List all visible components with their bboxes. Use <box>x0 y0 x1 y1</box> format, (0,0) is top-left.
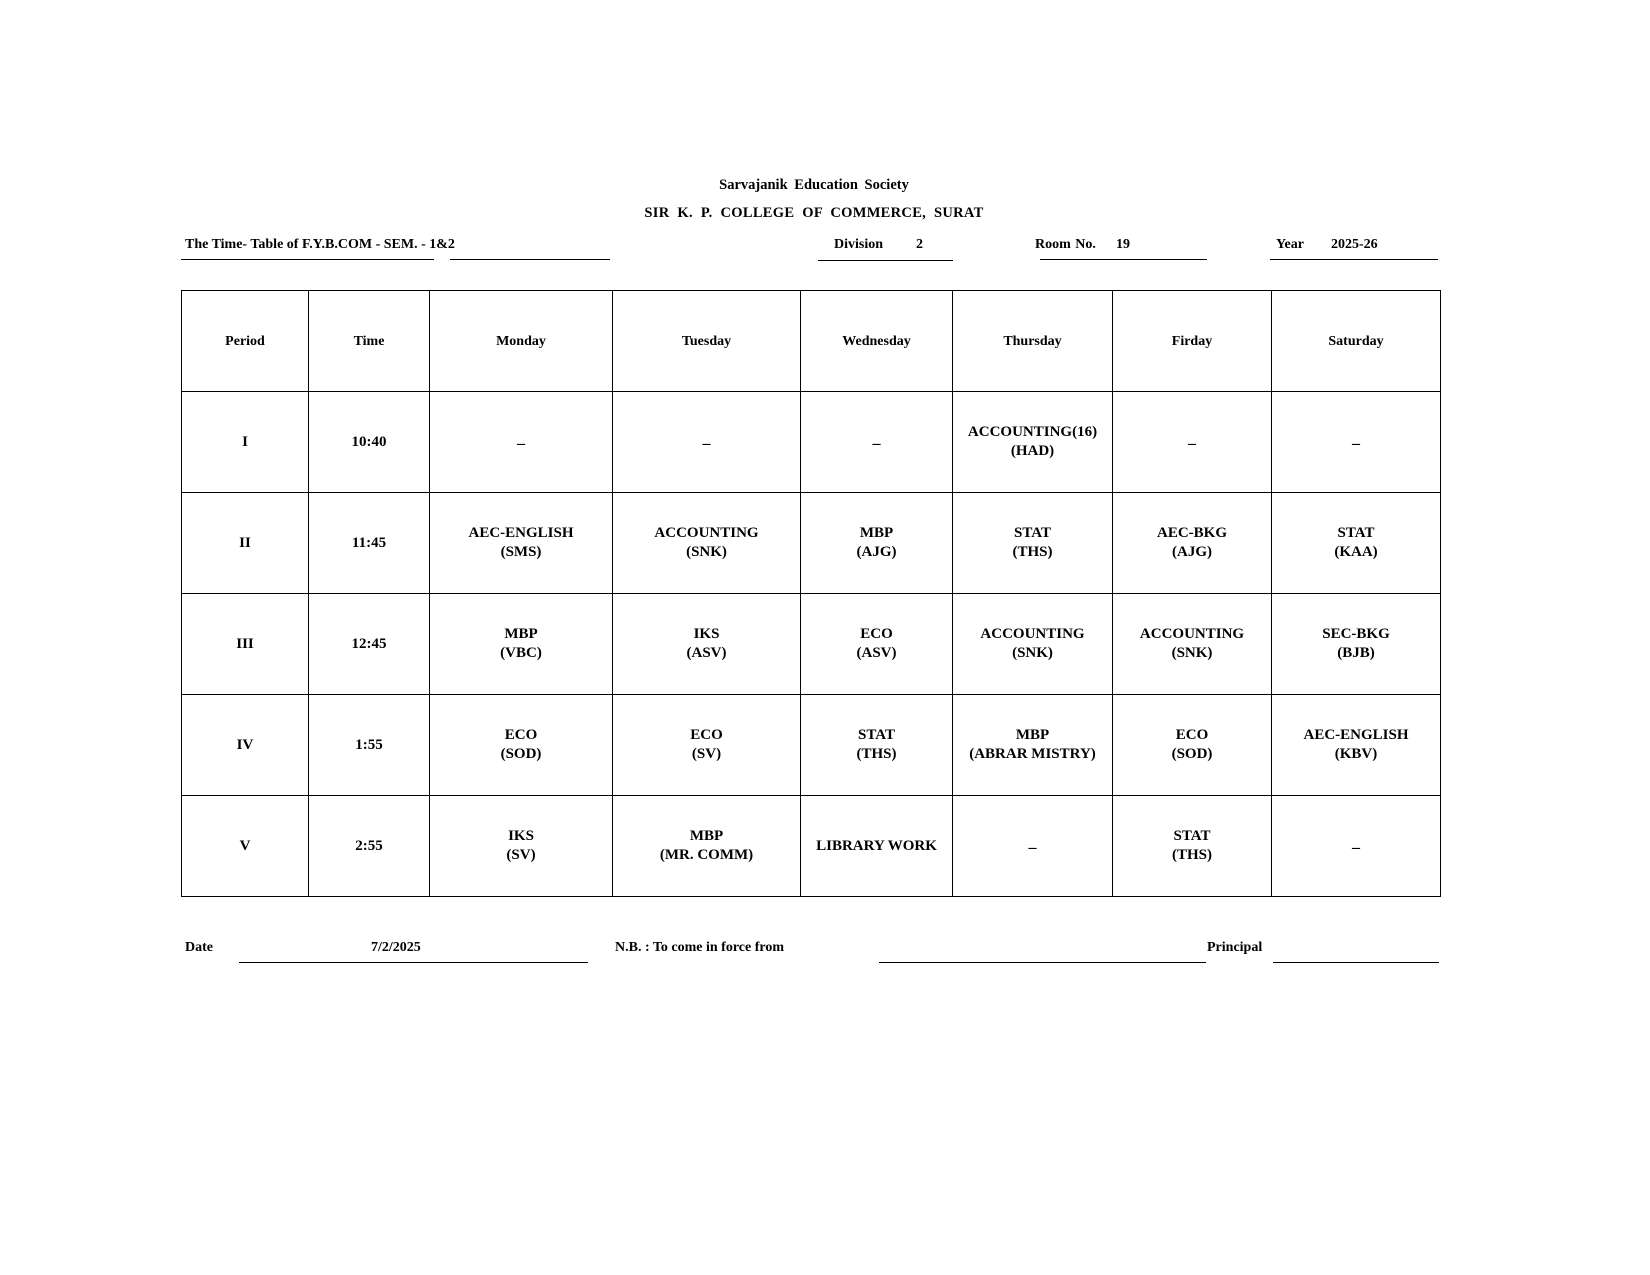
lecture-cell <box>613 695 801 796</box>
column-header: Thursday <box>953 291 1113 392</box>
subject-label: ECO <box>860 626 893 642</box>
subject-label: SEC-BKG <box>1322 626 1390 642</box>
lecture-cell <box>1272 796 1441 897</box>
lecture-cell <box>953 695 1113 796</box>
subject-label: ACCOUNTING <box>1139 626 1245 642</box>
lecture-cell <box>801 594 953 695</box>
subject-label: – <box>517 435 525 452</box>
room-underline <box>1040 259 1207 260</box>
faculty-label: (SNK) <box>1171 645 1213 661</box>
lecture-cell <box>613 392 801 493</box>
lecture-cell <box>430 594 613 695</box>
faculty-label: (THS) <box>1012 544 1053 560</box>
lecture-cell <box>430 392 613 493</box>
subject-label: – <box>702 435 711 452</box>
faculty-label: (SNK) <box>686 544 727 560</box>
lecture-cell <box>1272 695 1441 796</box>
lecture-cell <box>953 594 1113 695</box>
faculty-label: (AJG) <box>1172 544 1212 560</box>
column-header: Time <box>309 291 430 392</box>
lecture-cell <box>430 796 613 897</box>
lecture-cell <box>1113 594 1272 695</box>
lecture-cell <box>953 493 1113 594</box>
timetable-underline <box>181 259 434 260</box>
subject-label: IKS <box>693 626 720 642</box>
subject-label: – <box>872 435 881 452</box>
faculty-label: (KBV) <box>1334 746 1378 762</box>
faculty-label: (AJG) <box>856 544 897 560</box>
faculty-label: (VBC) <box>500 645 542 661</box>
faculty-label: (ABRAR MISTRY) <box>969 746 1096 762</box>
faculty-label: (BJB) <box>1337 645 1375 661</box>
time-cell: 1:55 <box>309 695 430 796</box>
subject-label: STAT <box>1173 828 1211 844</box>
year-value: 2025-26 <box>1331 237 1378 252</box>
faculty-label: (SV) <box>691 746 722 762</box>
division-value: 2 <box>916 237 923 252</box>
subject-label: AEC-ENGLISH <box>468 525 574 541</box>
division-label: Division <box>834 237 884 252</box>
nb-underline <box>879 962 1206 963</box>
lecture-cell <box>613 796 801 897</box>
subject-label: ACCOUNTING <box>654 525 759 541</box>
time-cell: 2:55 <box>309 796 430 897</box>
faculty-label: (KAA) <box>1334 544 1378 560</box>
lecture-cell <box>430 493 613 594</box>
society-name: Sarvajanik Education Society <box>719 177 909 193</box>
time-cell: 12:45 <box>309 594 430 695</box>
lecture-cell <box>801 493 953 594</box>
faculty-label: (SNK) <box>1012 645 1053 661</box>
table-row <box>182 594 1441 695</box>
column-header: Saturday <box>1272 291 1441 392</box>
subject-label: STAT <box>858 727 895 743</box>
room-value: 19 <box>1116 237 1130 252</box>
table-row <box>182 493 1441 594</box>
subject-label: – <box>1352 839 1360 856</box>
faculty-label: (MR. COMM) <box>659 847 754 863</box>
period-cell: II <box>182 493 309 594</box>
timetable <box>181 290 1441 897</box>
lecture-cell <box>801 796 953 897</box>
timetable-underline-ext <box>450 259 610 260</box>
faculty-label: (THS) <box>856 746 897 762</box>
year-underline <box>1270 259 1438 260</box>
period-cell: V <box>182 796 309 897</box>
column-header: Period <box>182 291 309 392</box>
lecture-cell <box>613 493 801 594</box>
college-name: SIR K. P. COLLEGE OF COMMERCE, SURAT <box>644 205 984 221</box>
subject-label: AEC-ENGLISH <box>1303 727 1409 743</box>
timetable-label: The Time- Table of F.Y.B.COM - SEM. - 1&2 <box>185 237 455 252</box>
lecture-cell <box>1113 392 1272 493</box>
subject-label: LIBRARY WORK <box>816 837 937 854</box>
faculty-label: (SOD) <box>500 746 542 762</box>
principal-label: Principal <box>1207 940 1263 955</box>
subject-label: MBP <box>504 626 538 642</box>
subject-label: AEC-BKG <box>1156 525 1227 541</box>
subject-label: ECO <box>504 727 538 743</box>
lecture-cell <box>953 796 1113 897</box>
subject-label: – <box>1028 839 1037 856</box>
period-cell: III <box>182 594 309 695</box>
lecture-cell <box>953 392 1113 493</box>
lecture-cell <box>1272 493 1441 594</box>
time-cell: 11:45 <box>309 493 430 594</box>
date-underline <box>239 962 588 963</box>
column-header: Wednesday <box>801 291 953 392</box>
subject-label: ACCOUNTING(16) <box>967 424 1098 440</box>
year-label: Year <box>1276 237 1304 252</box>
lecture-cell <box>801 695 953 796</box>
faculty-label: (THS) <box>1171 847 1212 863</box>
time-cell: 10:40 <box>309 392 430 493</box>
subject-label: MBP <box>1015 727 1050 743</box>
subject-label: ACCOUNTING <box>980 626 1085 642</box>
table-row <box>182 695 1441 796</box>
subject-label: – <box>1352 435 1360 452</box>
lecture-cell <box>1272 392 1441 493</box>
table-row <box>182 796 1441 897</box>
lecture-cell <box>1272 594 1441 695</box>
column-header: Tuesday <box>613 291 801 392</box>
column-header: Firday <box>1113 291 1272 392</box>
faculty-label: (SMS) <box>500 544 542 560</box>
column-header: Monday <box>430 291 613 392</box>
subject-label: MBP <box>689 828 724 844</box>
lecture-cell <box>1113 796 1272 897</box>
subject-label: STAT <box>1014 525 1051 541</box>
subject-label: ECO <box>690 727 723 743</box>
faculty-label: (SV) <box>506 847 536 863</box>
period-cell: I <box>182 392 309 493</box>
lecture-cell <box>1113 695 1272 796</box>
date-label: Date <box>185 940 213 955</box>
subject-label: STAT <box>1337 525 1375 541</box>
faculty-label: (HAD) <box>1010 443 1055 459</box>
faculty-label: (ASV) <box>856 645 897 661</box>
faculty-label: (SOD) <box>1171 746 1213 762</box>
nb-label: N.B. : To come in force from <box>615 940 785 955</box>
subject-label: IKS <box>508 828 534 844</box>
lecture-cell <box>613 594 801 695</box>
lecture-cell <box>430 695 613 796</box>
room-label: Room No. <box>1035 237 1096 252</box>
period-cell: IV <box>182 695 309 796</box>
faculty-label: (ASV) <box>686 645 727 661</box>
table-header-row <box>182 291 1441 392</box>
table-row <box>182 392 1441 493</box>
lecture-cell <box>1113 493 1272 594</box>
lecture-cell <box>801 392 953 493</box>
subject-label: ECO <box>1175 727 1209 743</box>
date-value: 7/2/2025 <box>371 940 421 955</box>
division-underline <box>818 260 953 261</box>
subject-label: – <box>1188 435 1196 452</box>
subject-label: MBP <box>859 525 894 541</box>
principal-underline <box>1273 962 1439 963</box>
